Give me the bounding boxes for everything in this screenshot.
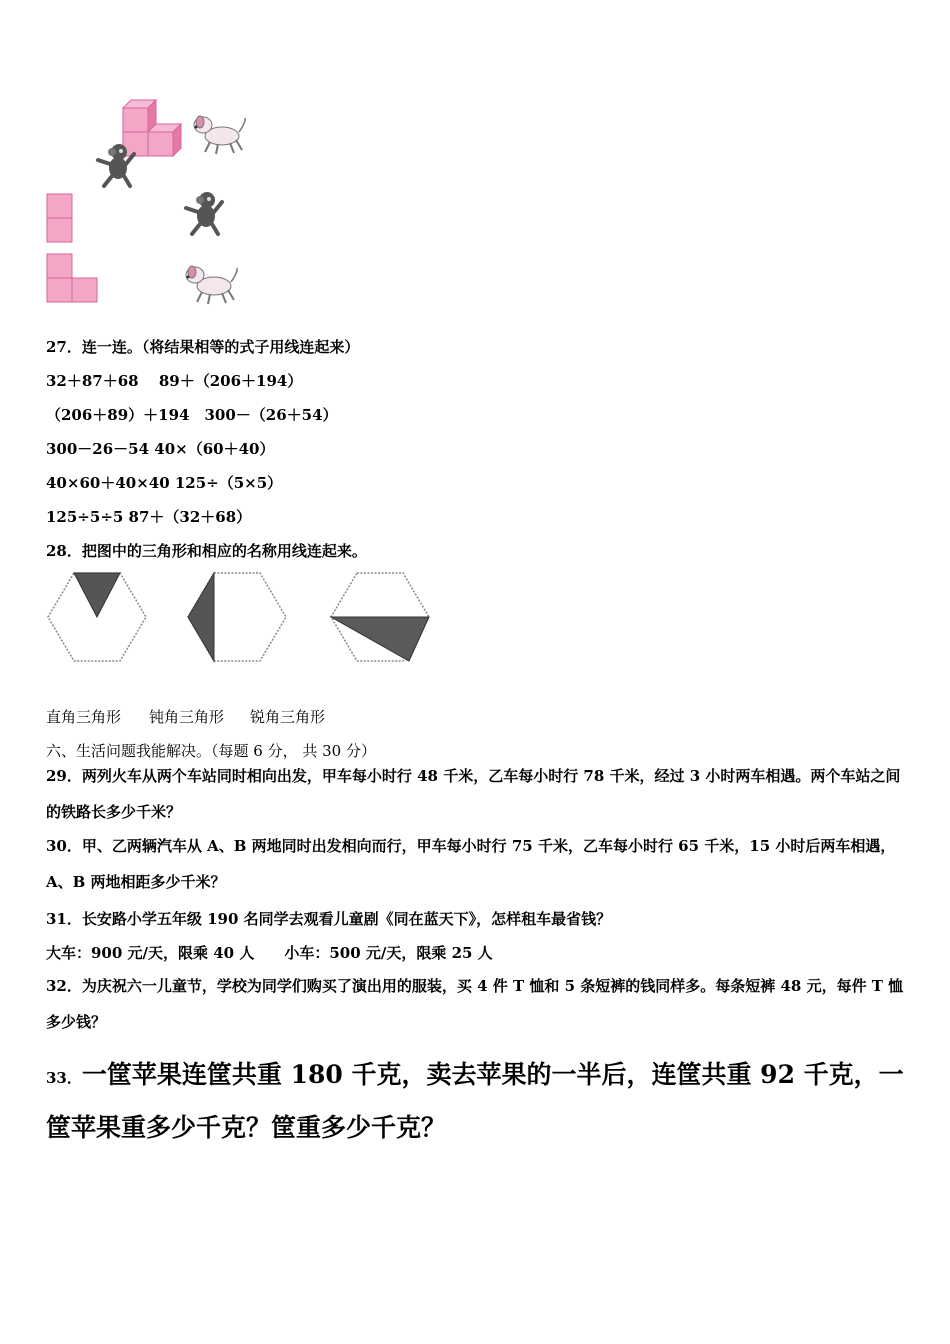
hexagon-acute-triangle-figure	[46, 572, 150, 664]
q28-title: 28．把图中的三角形和相应的名称用线连起来。	[46, 542, 367, 560]
q27-row: 32＋87＋68 89＋（206＋194）	[46, 372, 303, 390]
hexagon-right-triangle-figure	[186, 572, 290, 664]
dog-icon	[182, 262, 240, 306]
q27-row: （206＋89）＋194 300－（26＋54）	[46, 406, 338, 424]
section-title: 六、生活问题我能解决。（每题 6 分， 共 30 分）	[46, 742, 376, 760]
q31-prices: 大车：900 元/天，限乘 40 人 小车：500 元/天，限乘 25 人	[46, 944, 493, 962]
pink-l-shape-figure	[46, 253, 100, 305]
q29-text: 29．两列火车从两个车站同时相向出发，甲车每小时行 48 千米，乙车每小时行 78 千米，经过 3 小时两车相遇。两个车站之间的铁路长多少千米？	[46, 767, 901, 821]
q31-text: 31．长安路小学五年级 190 名同学去观看儿童剧《同在蓝天下》，怎样租车最省钱？	[46, 910, 612, 928]
q28-labels	[46, 706, 325, 727]
q27-row: 40×60＋40×40 125÷（5×5）	[46, 474, 283, 492]
q27-title: 27．连一连。（将结果相等的式子用线连起来）	[46, 338, 360, 356]
q33-text: 一筐苹果连筐共重 180 千克，卖去苹果的一半后，连筐共重 92 千克，一筐苹果重多少千克？筐重多少千克？	[46, 1060, 904, 1142]
dog-icon	[190, 112, 248, 156]
q30-text: 30．甲、乙两辆汽车从 A、B 两地同时出发相向而行，甲车每小时行 75 千米，乙车每小时行 65 千米，15 小时后两车相遇，A、B 两地相距多少千米？	[46, 837, 896, 891]
q32-text: 32．为庆祝六一儿童节，学校为同学们购买了演出用的服装，买 4 件 T 恤和 5 条短裤的钱同样多。每条短裤 48 元，每件 T 恤多少钱？	[46, 977, 904, 1031]
triangle-label: 直角三角形	[46, 708, 122, 726]
q27-row: 300－26－54 40×（60＋40）	[46, 440, 275, 458]
monkey-icon	[182, 190, 226, 236]
monkey-icon	[94, 142, 138, 188]
triangle-label: 钝角三角形	[149, 708, 225, 726]
q33	[46, 1050, 906, 1153]
triangle-label: 锐角三角形	[250, 708, 326, 726]
pink-column-figure	[46, 193, 74, 245]
q33-number: 33．	[46, 1069, 82, 1087]
hexagon-obtuse-triangle-figure	[329, 572, 433, 664]
q27-row: 125÷5÷5 87＋（32＋68）	[46, 508, 252, 526]
